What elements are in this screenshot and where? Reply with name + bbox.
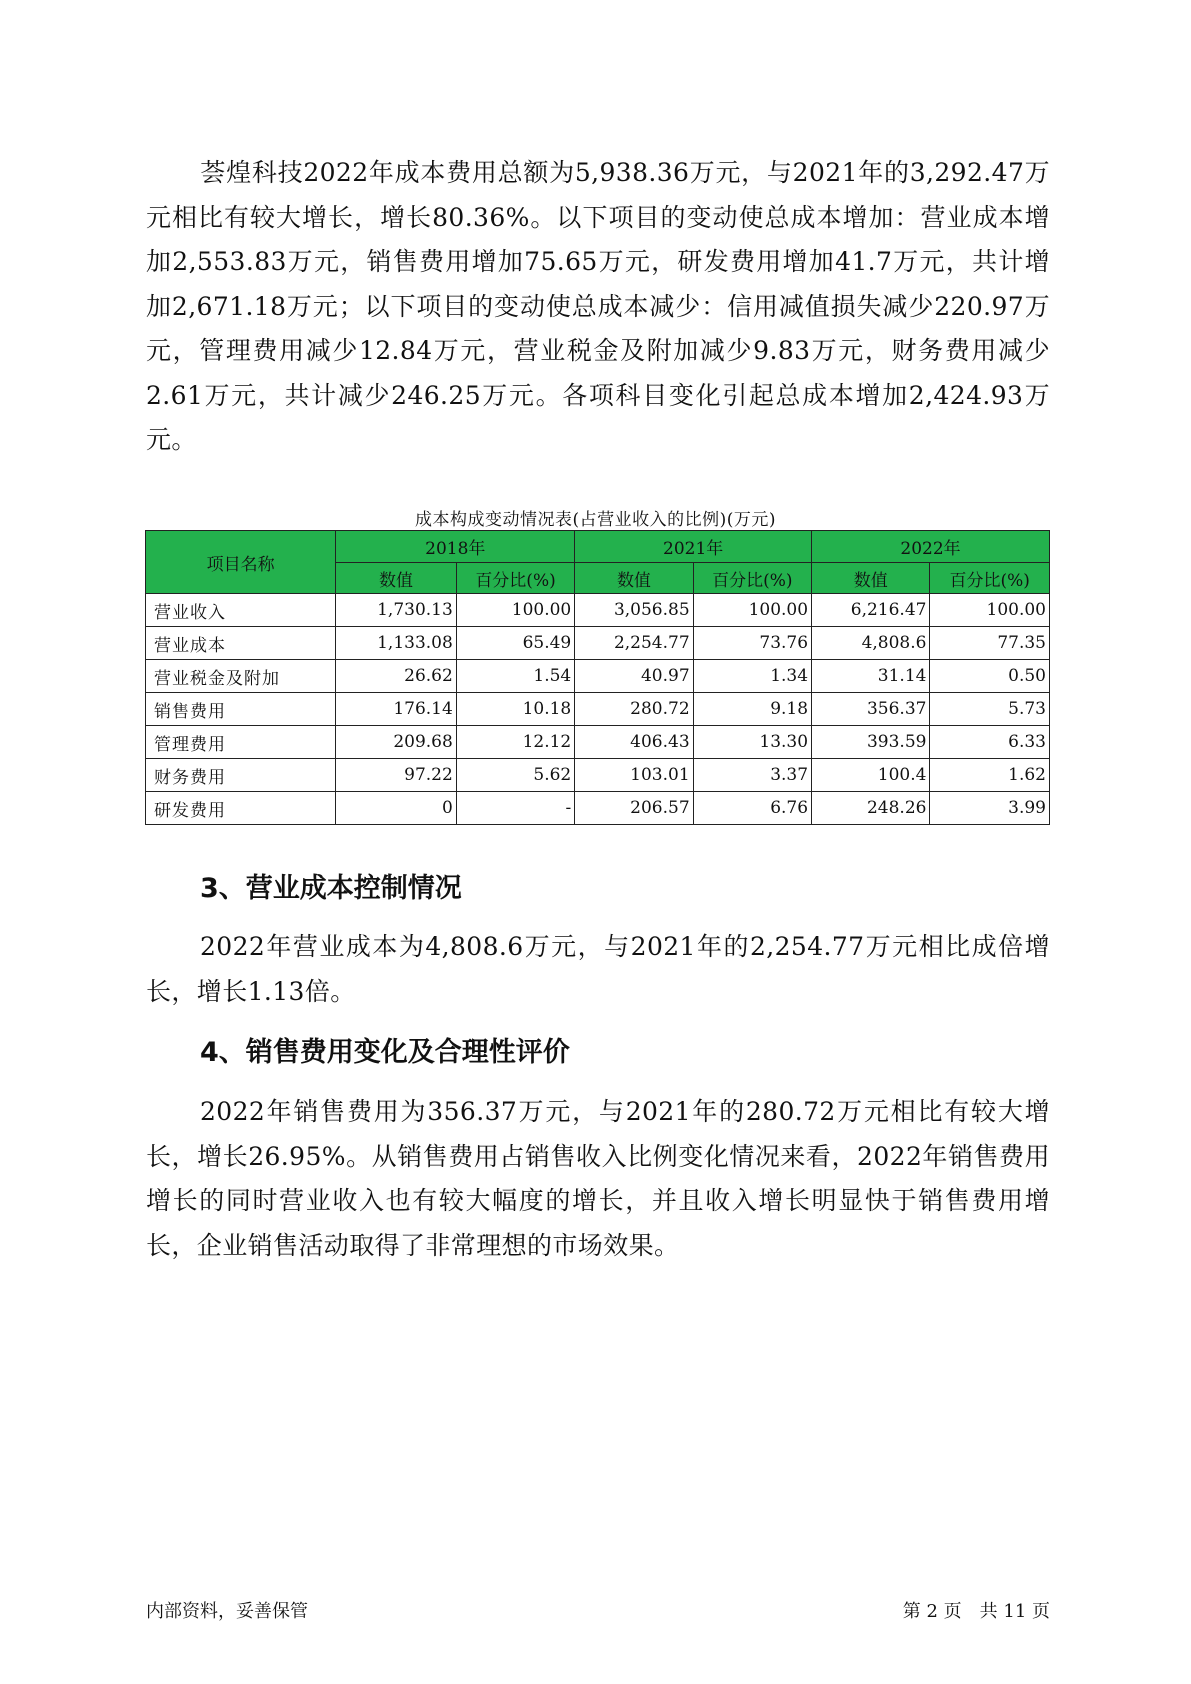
paragraph-text: 2022年销售费用为356.37万元，与2021年的280.72万元相比有较大增长，增长26.95%。从销售费用占销售收入比例变化情况来看，2022年销售费用增长的同时营业收入也有较大幅度的增长，并且收入增长明显快于销售费用增长，企业销售活动取得了非常理想的市场效果。 (146, 1097, 1050, 1260)
cell-value: 26.62 (336, 660, 457, 693)
footer-page-number: 第 2 页 共 11 页 (902, 1601, 1050, 1622)
column-header-percent: 百分比(%) (693, 563, 811, 594)
table-caption: 成本构成变动情况表(占营业收入的比例)(万元) (414, 510, 777, 530)
cell-value: 97.22 (336, 759, 457, 792)
cell-value: 100.4 (812, 759, 930, 792)
cell-percent: 3.99 (930, 792, 1050, 825)
row-label: 研发费用 (146, 792, 336, 825)
cell-value: 248.26 (812, 792, 930, 825)
cell-value: 280.72 (575, 693, 693, 726)
column-header-percent: 百分比(%) (930, 563, 1050, 594)
paragraph-sales-expense (146, 1090, 1050, 1268)
cell-percent: 9.18 (693, 693, 811, 726)
cell-value: 406.43 (575, 726, 693, 759)
table-row (146, 759, 1050, 792)
cell-percent: 100.00 (693, 594, 811, 627)
cell-percent: - (456, 792, 574, 825)
table-row (146, 792, 1050, 825)
cell-percent: 6.33 (930, 726, 1050, 759)
cell-percent: 12.12 (456, 726, 574, 759)
column-header-value: 数值 (336, 563, 457, 594)
cell-percent: 77.35 (930, 627, 1050, 660)
cell-percent: 65.49 (456, 627, 574, 660)
cell-percent: 3.37 (693, 759, 811, 792)
cell-value: 1,133.08 (336, 627, 457, 660)
paragraph-text: 荟煌科技2022年成本费用总额为5,938.36万元，与2021年的3,292.47万元相比有较大增长，增长80.36%。以下项目的变动使总成本增加：营业成本增加2,553.83万元，销售费用增加75.65万元，研发费用增加41.7万元，共计增加2,671.18万元；以下项目的变动使总成本减少：信用减值损失减少220.97万元，管理费用减少12.84万元，营业税金及附加减少9.83万元，财务费用减少2.61万元，共计减少246.25万元。各项科目变化引起总成本增加2,424.93万元。 (146, 158, 1050, 454)
row-label: 财务费用 (146, 759, 336, 792)
cell-value: 103.01 (575, 759, 693, 792)
table-row (146, 660, 1050, 693)
column-header-year: 2021年 (575, 531, 812, 563)
table-row (146, 594, 1050, 627)
table-row (146, 693, 1050, 726)
column-header-year: 2022年 (812, 531, 1050, 563)
cost-structure-table (145, 530, 1050, 825)
table-row (146, 627, 1050, 660)
table-row (146, 726, 1050, 759)
cell-value: 356.37 (812, 693, 930, 726)
cell-value: 1,730.13 (336, 594, 457, 627)
cell-percent: 5.73 (930, 693, 1050, 726)
cell-percent: 100.00 (456, 594, 574, 627)
row-label: 营业税金及附加 (146, 660, 336, 693)
cell-value: 2,254.77 (575, 627, 693, 660)
cell-value: 31.14 (812, 660, 930, 693)
cell-percent: 73.76 (693, 627, 811, 660)
cell-value: 6,216.47 (812, 594, 930, 627)
cell-percent: 1.62 (930, 759, 1050, 792)
cell-percent: 10.18 (456, 693, 574, 726)
row-label: 营业收入 (146, 594, 336, 627)
column-header-percent: 百分比(%) (456, 563, 574, 594)
paragraph-operating-cost (146, 925, 1050, 1014)
cell-percent: 0.50 (930, 660, 1050, 693)
paragraph-text: 2022年营业成本为4,808.6万元，与2021年的2,254.77万元相比成倍增长，增长1.13倍。 (146, 932, 1050, 1006)
column-header-year: 2018年 (336, 531, 575, 563)
cell-value: 209.68 (336, 726, 457, 759)
row-label: 管理费用 (146, 726, 336, 759)
table-header-row-years (146, 531, 1050, 563)
column-header-item-name: 项目名称 (146, 531, 336, 594)
cell-value: 0 (336, 792, 457, 825)
column-header-value: 数值 (812, 563, 930, 594)
section-heading: 4、销售费用变化及合理性评价 (200, 1037, 570, 1068)
cell-value: 393.59 (812, 726, 930, 759)
cell-percent: 13.30 (693, 726, 811, 759)
section-heading: 3、营业成本控制情况 (200, 873, 462, 904)
paragraph-cost-summary (146, 151, 1050, 463)
cell-percent: 6.76 (693, 792, 811, 825)
cell-value: 3,056.85 (575, 594, 693, 627)
cell-value: 40.97 (575, 660, 693, 693)
row-label: 销售费用 (146, 693, 336, 726)
column-header-value: 数值 (575, 563, 693, 594)
cell-value: 4,808.6 (812, 627, 930, 660)
footer-confidential-note: 内部资料，妥善保管 (146, 1601, 308, 1622)
cell-percent: 100.00 (930, 594, 1050, 627)
table-body (146, 594, 1050, 825)
row-label: 营业成本 (146, 627, 336, 660)
cell-value: 176.14 (336, 693, 457, 726)
cell-percent: 1.54 (456, 660, 574, 693)
cell-percent: 1.34 (693, 660, 811, 693)
cell-value: 206.57 (575, 792, 693, 825)
cell-percent: 5.62 (456, 759, 574, 792)
